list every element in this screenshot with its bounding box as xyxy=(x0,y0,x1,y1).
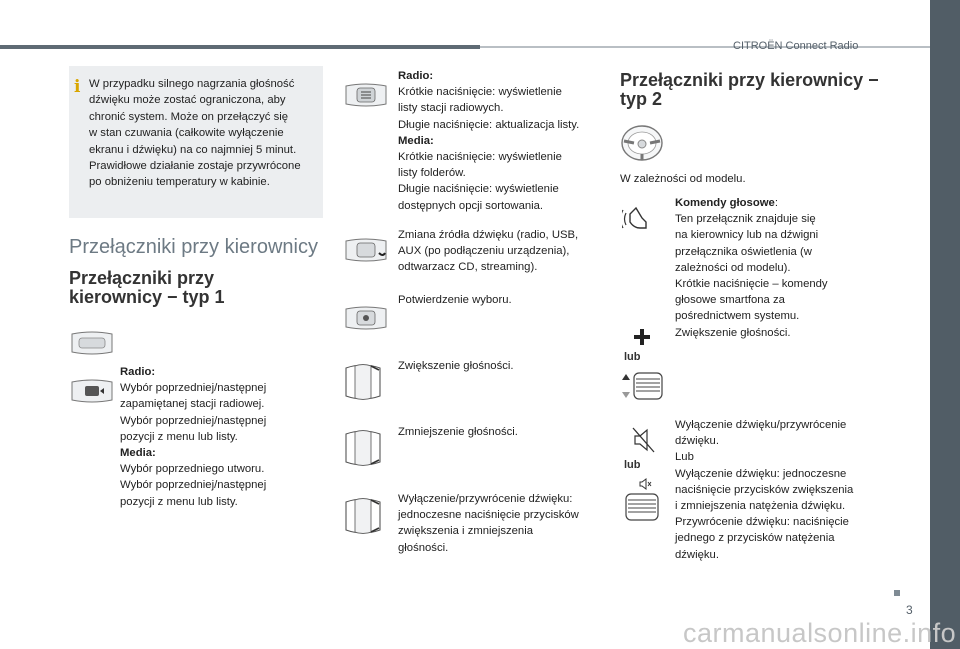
or-label-2: lub xyxy=(624,459,641,471)
or-label-1: lub xyxy=(624,351,641,363)
model-note: W zależności od modelu. xyxy=(620,173,746,185)
volume-wheel-mute-icon xyxy=(624,493,660,521)
source-button-description: Zmiana źródła dźwięku (radio, USB, AUX (po podłączeniu urządzenia), odtwarzacz CD, streaming). xyxy=(398,229,579,274)
header-rule-light xyxy=(480,46,930,48)
mute-type2-description: Wyłączenie dźwięku/przywrócenie dźwięku. Lub Wyłączenie dźwięku: jednoczesne naciśnięcie przycisków zwiększenia i zmniejszenia natężenia dźwięku. Przywrócenie dźwięku: naciśnięcie jednego z przycisków natężenia dźwięku. xyxy=(675,419,854,561)
page-side-tab xyxy=(930,0,960,649)
watermark: carmanualsonline.info xyxy=(683,618,957,648)
continued-marker xyxy=(894,590,900,596)
info-note-text: W przypadku silnego nagrzania głośność dźwięku może zostać ograniczona, aby chronić system. Może on przełączyć się w stan czuwania (całkowite wyłączenie ekranu i dźwięku) na co najmniej 5 minut. Prawidłowe działanie zostaje przywrócone po obniżeniu temperatury w kabinie. xyxy=(89,78,301,189)
plus-icon xyxy=(632,327,652,347)
voice-command-description: Komendy głosowe: Ten przełącznik znajduje się na kierownicy lub na dźwigni przełącznika oświetlenia (w zależności od modelu). Krótkie naciśnięcie – komendy głosowe smartfona za pośrednictwem systemu. xyxy=(675,197,828,323)
volume-up-description: Zwiększenie głośności. xyxy=(398,360,514,372)
mute-speaker-icon xyxy=(632,426,656,454)
list-button-description: Radio: Krótkie naciśnięcie: wyświetlenie listy stacji radiowych. Długie naciśnięcie: aktualizacja listy. Media: Krótkie naciśnięcie: wyświetlenie listy folderów. Długie naciśnięcie: wyświetlenie dostępnych opcji sortowania. xyxy=(398,70,580,212)
section-title: Przełączniki przy kierownicy xyxy=(69,236,318,258)
page-number: 3 xyxy=(906,603,913,617)
header-title: CITROËN Connect Radio xyxy=(733,40,859,52)
type1-description: Radio: Wybór poprzedniej/następnej zapamiętanej stacji radiowej. Wybór poprzedniej/następnej pozycji z menu lub listy. Media: Wybór poprzedniego utworu. Wybór poprzedniej/następnej pozycji z menu lub listy. xyxy=(120,366,267,508)
steering-switch-confirm-icon xyxy=(343,305,389,331)
steering-wheel-icon xyxy=(620,124,664,162)
header-rule-dark xyxy=(0,45,480,49)
volume-up-wheel-icon xyxy=(343,360,383,404)
voice-command-icon xyxy=(622,204,658,232)
mute-description: Wyłączenie/przywrócenie dźwięku: jednoczesne naciśnięcie przycisków zwiększenia i zmniejszenia głośności. xyxy=(398,493,579,554)
steering-switch-list-icon xyxy=(343,82,389,108)
type2-title: Przełączniki przy kierownicy − typ 2 xyxy=(620,70,879,109)
steering-switch-source-icon xyxy=(343,237,389,263)
volume-wheel-up-icon xyxy=(620,372,664,400)
mute-wheel-icon xyxy=(343,494,383,538)
volume-down-description: Zmniejszenie głośności. xyxy=(398,426,518,438)
confirm-button-description: Potwierdzenie wyboru. xyxy=(398,294,512,306)
type1-title: Przełączniki przy kierownicy − typ 1 xyxy=(69,268,225,307)
steering-switch-type1-icon xyxy=(69,330,115,356)
volume-up-type2-description: Zwiększenie głośności. xyxy=(675,327,791,339)
steering-switch-radio-icon xyxy=(69,378,115,404)
info-icon: i xyxy=(74,77,81,97)
volume-down-wheel-icon xyxy=(343,426,383,470)
small-mute-icon xyxy=(638,477,652,491)
